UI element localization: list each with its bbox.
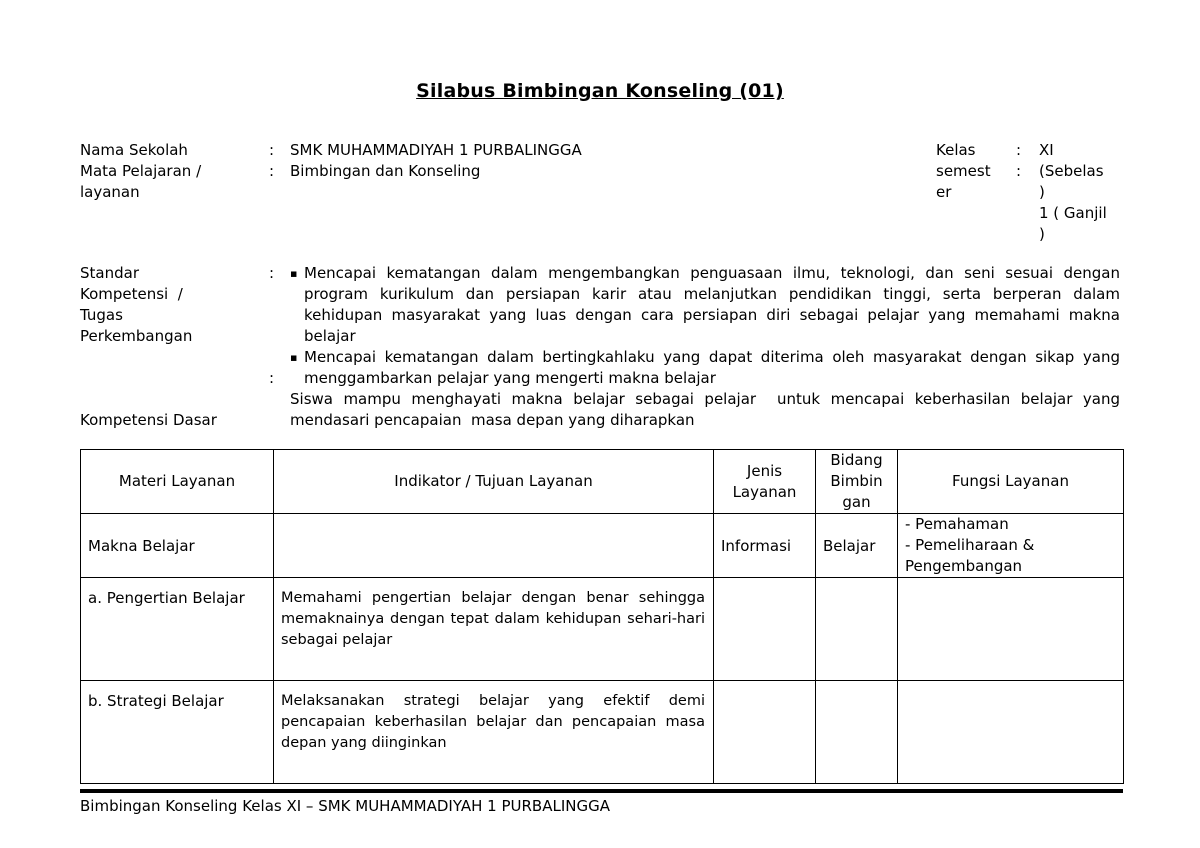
colon: : xyxy=(1016,141,1022,159)
fungsi-item: - Pemahaman xyxy=(905,515,1009,533)
bullet-icon: ▪ xyxy=(290,351,298,364)
header-jenis-line: Layanan xyxy=(732,482,797,501)
semester-value: 1 ( Ganjil xyxy=(1039,204,1107,222)
colon: : xyxy=(269,141,275,159)
header-bidang-line: Bimbin xyxy=(830,472,883,490)
materi-cell: a. Pengertian Belajar xyxy=(81,578,274,681)
jenis-cell xyxy=(714,681,816,784)
silabus-table xyxy=(80,449,1124,784)
standar-kompetensi-list xyxy=(290,263,1120,389)
table-row xyxy=(81,578,1124,681)
list-item xyxy=(290,347,1120,389)
nama-sekolah-label: Nama Sekolah xyxy=(80,141,188,159)
fungsi-cell xyxy=(898,514,1124,578)
header-jenis-line: Jenis xyxy=(746,461,783,480)
semester-label-cont: er xyxy=(936,183,952,201)
kelas-value-text: (Sebelas xyxy=(1039,162,1104,180)
table-row xyxy=(81,514,1124,578)
indikator-cell: Melaksanakan strategi belajar yang efektif demi pencapaian keberhasilan belajar dan pencapaian masa depan yang diinginkan xyxy=(274,681,714,784)
mata-pelajaran-label: Mata Pelajaran / xyxy=(80,162,202,180)
colon: : xyxy=(269,369,275,387)
list-item xyxy=(290,263,1120,347)
fungsi-item: Pengembangan xyxy=(905,557,1023,575)
fungsi-cell xyxy=(898,681,1124,784)
page-footer: Bimbingan Konseling Kelas XI – SMK MUHAMMADIYAH 1 PURBALINGGA xyxy=(80,797,610,815)
header-materi-layanan: Materi Layanan xyxy=(81,450,274,514)
standar-kompetensi-label-4: Perkembangan xyxy=(80,327,193,345)
semester-label: semest xyxy=(936,162,991,180)
fungsi-cell xyxy=(898,578,1124,681)
table-header-row xyxy=(81,450,1124,514)
kompetensi-dasar-value: Siswa mampu menghayati makna belajar sebagai pelajar untuk mencapai keberhasilan belajar yang mendasari pencapaian masa depan yang diharapkan xyxy=(290,390,1125,429)
standar-kompetensi-label-2: Kompetensi / xyxy=(80,285,183,303)
kelas-value-paren: ) xyxy=(1039,183,1045,201)
mata-pelajaran-value: Bimbingan dan Konseling xyxy=(290,162,481,180)
bidang-cell xyxy=(816,681,898,784)
jenis-cell: Informasi xyxy=(714,514,816,578)
kelas-label: Kelas xyxy=(936,141,976,159)
page-title: Silabus Bimbingan Konseling (01) xyxy=(416,80,784,102)
bidang-cell: Belajar xyxy=(816,514,898,578)
colon: : xyxy=(269,264,275,282)
indikator-cell: Memahami pengertian belajar dengan benar sehingga memaknainya dengan tepat dalam kehidupan sehari-hari sebagai pelajar xyxy=(274,578,714,681)
standar-kompetensi-label: Standar xyxy=(80,264,139,282)
colon: : xyxy=(1016,162,1022,180)
header-fungsi-layanan: Fungsi Layanan xyxy=(898,450,1124,514)
mata-pelajaran-label-cont: layanan xyxy=(80,183,140,201)
jenis-cell xyxy=(714,578,816,681)
bidang-cell xyxy=(816,578,898,681)
colon: : xyxy=(269,162,275,180)
materi-cell: b. Strategi Belajar xyxy=(81,681,274,784)
materi-cell: Makna Belajar xyxy=(81,514,274,578)
semester-value-paren: ) xyxy=(1039,225,1045,243)
standar-item-text: Mencapai kematangan dalam bertingkahlaku yang dapat diterima oleh masyarakat dengan sikap yang menggambarkan pelajar yang mengerti makna belajar xyxy=(304,348,1120,387)
standar-item-text: Mencapai kematangan dalam mengembangkan penguasaan ilmu, teknologi, dan seni sesuai dengan program kurikulum dan persiapan karir atau melanjutkan pendidikan tinggi, serta berperan dalam kehidupan masyarakat yang luas dengan cara persiapan diri sebagai pelajar yang memahami makna belajar xyxy=(304,264,1120,345)
header-indikator: Indikator / Tujuan Layanan xyxy=(274,450,714,514)
table-row xyxy=(81,681,1124,784)
indikator-cell xyxy=(274,514,714,578)
footer-divider xyxy=(80,789,1123,793)
header-bidang-line: Bidang xyxy=(830,451,883,469)
bullet-icon: ▪ xyxy=(290,267,298,280)
kompetensi-dasar-label: Kompetensi Dasar xyxy=(80,411,217,429)
header-jenis-layanan xyxy=(714,450,816,514)
kelas-value: XI xyxy=(1039,141,1054,159)
standar-kompetensi-label-3: Tugas xyxy=(80,306,123,324)
header-bidang-line: gan xyxy=(842,493,871,511)
header-bidang-bimbingan xyxy=(816,450,898,514)
fungsi-item: - Pemeliharaan & xyxy=(905,536,1035,554)
nama-sekolah-value: SMK MUHAMMADIYAH 1 PURBALINGGA xyxy=(290,141,582,159)
